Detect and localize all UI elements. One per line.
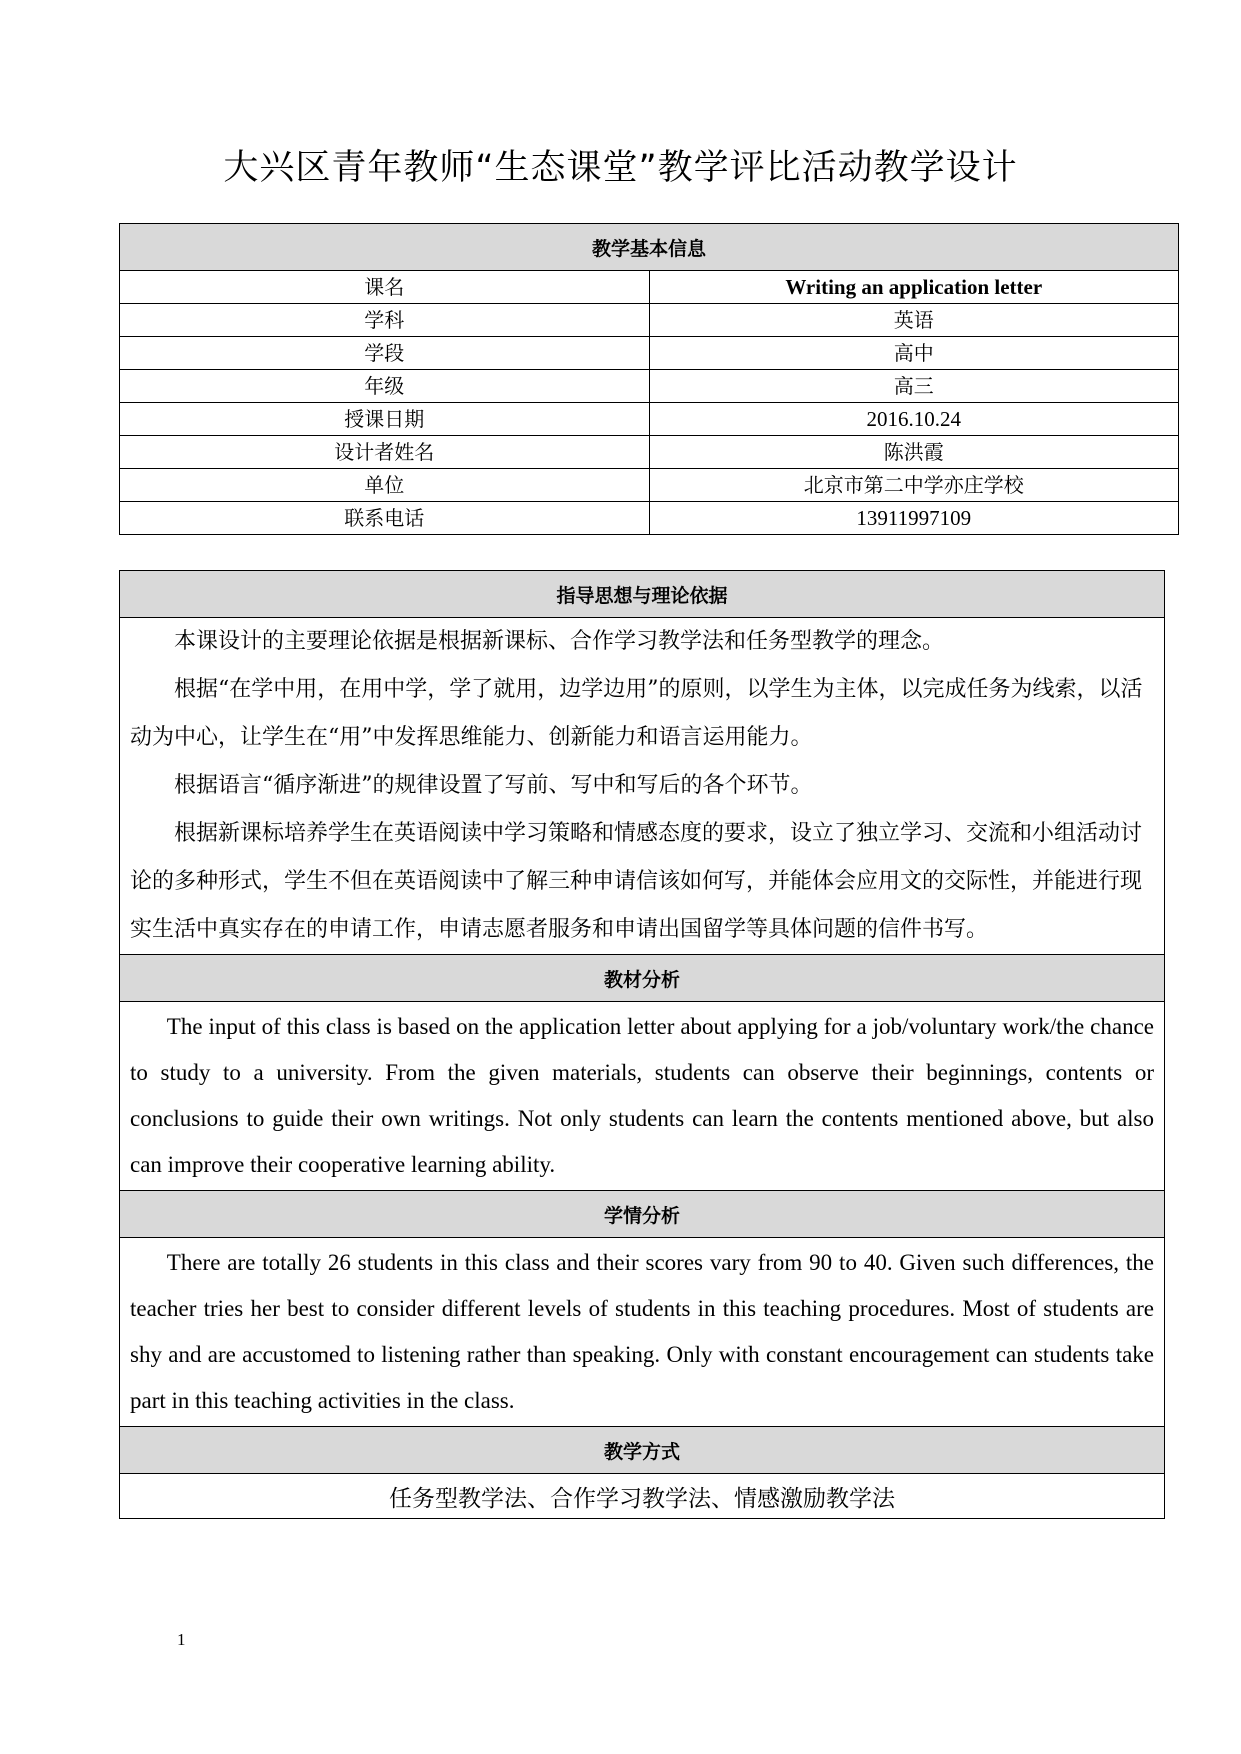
- basic-info-header: 教学基本信息: [120, 224, 1179, 271]
- guiding-paragraph: 根据“在学中用，在用中学，学了就用，边学边用”的原则，以学生为主体，以完成任务为线索，以活动为中心，让学生在“用”中发挥思维能力、创新能力和语言运用能力。: [130, 677, 1143, 750]
- date-value: 2016.10.24: [649, 403, 1179, 436]
- material-header: 教材分析: [120, 955, 1165, 1002]
- table-row: [120, 271, 1179, 304]
- row-label: 授课日期: [120, 403, 650, 436]
- designer-value: 陈洪霞: [649, 436, 1179, 469]
- method-header: 教学方式: [120, 1427, 1165, 1474]
- row-label: 单位: [120, 469, 650, 502]
- phone-value: 13911997109: [649, 502, 1179, 535]
- page-number: 1: [177, 1630, 186, 1649]
- guiding-body: [120, 618, 1165, 955]
- table-row: [120, 469, 1179, 502]
- guiding-paragraph: 本课设计的主要理论依据是根据新课标、合作学习教学法和任务型教学的理念。: [174, 629, 945, 654]
- table-row: [120, 403, 1179, 436]
- course-name-value: Writing an application letter: [649, 271, 1179, 304]
- row-label: 联系电话: [120, 502, 650, 535]
- guiding-paragraph: 根据语言“循序渐进”的规律设置了写前、写中和写后的各个环节。: [174, 773, 813, 798]
- table-row: [120, 370, 1179, 403]
- students-body: [120, 1238, 1165, 1427]
- students-header: 学情分析: [120, 1191, 1165, 1238]
- material-body: [120, 1002, 1165, 1191]
- students-paragraph: There are totally 26 students in this class and their scores vary from 90 to 40. Given such differences, the teacher tries her best to consider different levels of students in this teaching procedures. Most of students are shy and are accustomed to listening rather than speaking. Only with constant encouragement can students take part in this teaching activities in the class.: [130, 1250, 1154, 1413]
- table-row: [120, 337, 1179, 370]
- row-label: 学段: [120, 337, 650, 370]
- material-paragraph: The input of this class is based on the application letter about applying for a job/voluntary work/the chance to study to a university. From the given materials, students can observe their beginnings, contents or conclusions to guide their own writings. Not only students can learn the contents mentioned above, but also can improve their cooperative learning ability.: [130, 1014, 1154, 1177]
- table-row: [120, 502, 1179, 535]
- row-label: 设计者姓名: [120, 436, 650, 469]
- table-row: [120, 304, 1179, 337]
- guiding-paragraph: 根据新课标培养学生在英语阅读中学习策略和情感态度的要求，设立了独立学习、交流和小组活动讨论的多种形式，学生不但在英语阅读中了解三种申请信该如何写，并能体会应用文的交际性，并能进行现实生活中真实存在的申请工作，申请志愿者服务和申请出国留学等具体问题的信件书写。: [130, 821, 1143, 942]
- table-row: [120, 436, 1179, 469]
- grade-value: 高三: [649, 370, 1179, 403]
- page-title: 大兴区青年教师“生态课堂”教学评比活动教学设计: [223, 148, 1018, 188]
- design-content-table: [119, 570, 1165, 1519]
- row-label: 学科: [120, 304, 650, 337]
- guiding-header: 指导思想与理论依据: [120, 571, 1165, 618]
- stage-value: 高中: [649, 337, 1179, 370]
- method-body: 任务型教学法、合作学习教学法、情感激励教学法: [120, 1474, 1165, 1519]
- subject-value: 英语: [649, 304, 1179, 337]
- school-value: 北京市第二中学亦庄学校: [649, 469, 1179, 502]
- row-label: 课名: [120, 271, 650, 304]
- basic-info-table: [119, 223, 1179, 535]
- row-label: 年级: [120, 370, 650, 403]
